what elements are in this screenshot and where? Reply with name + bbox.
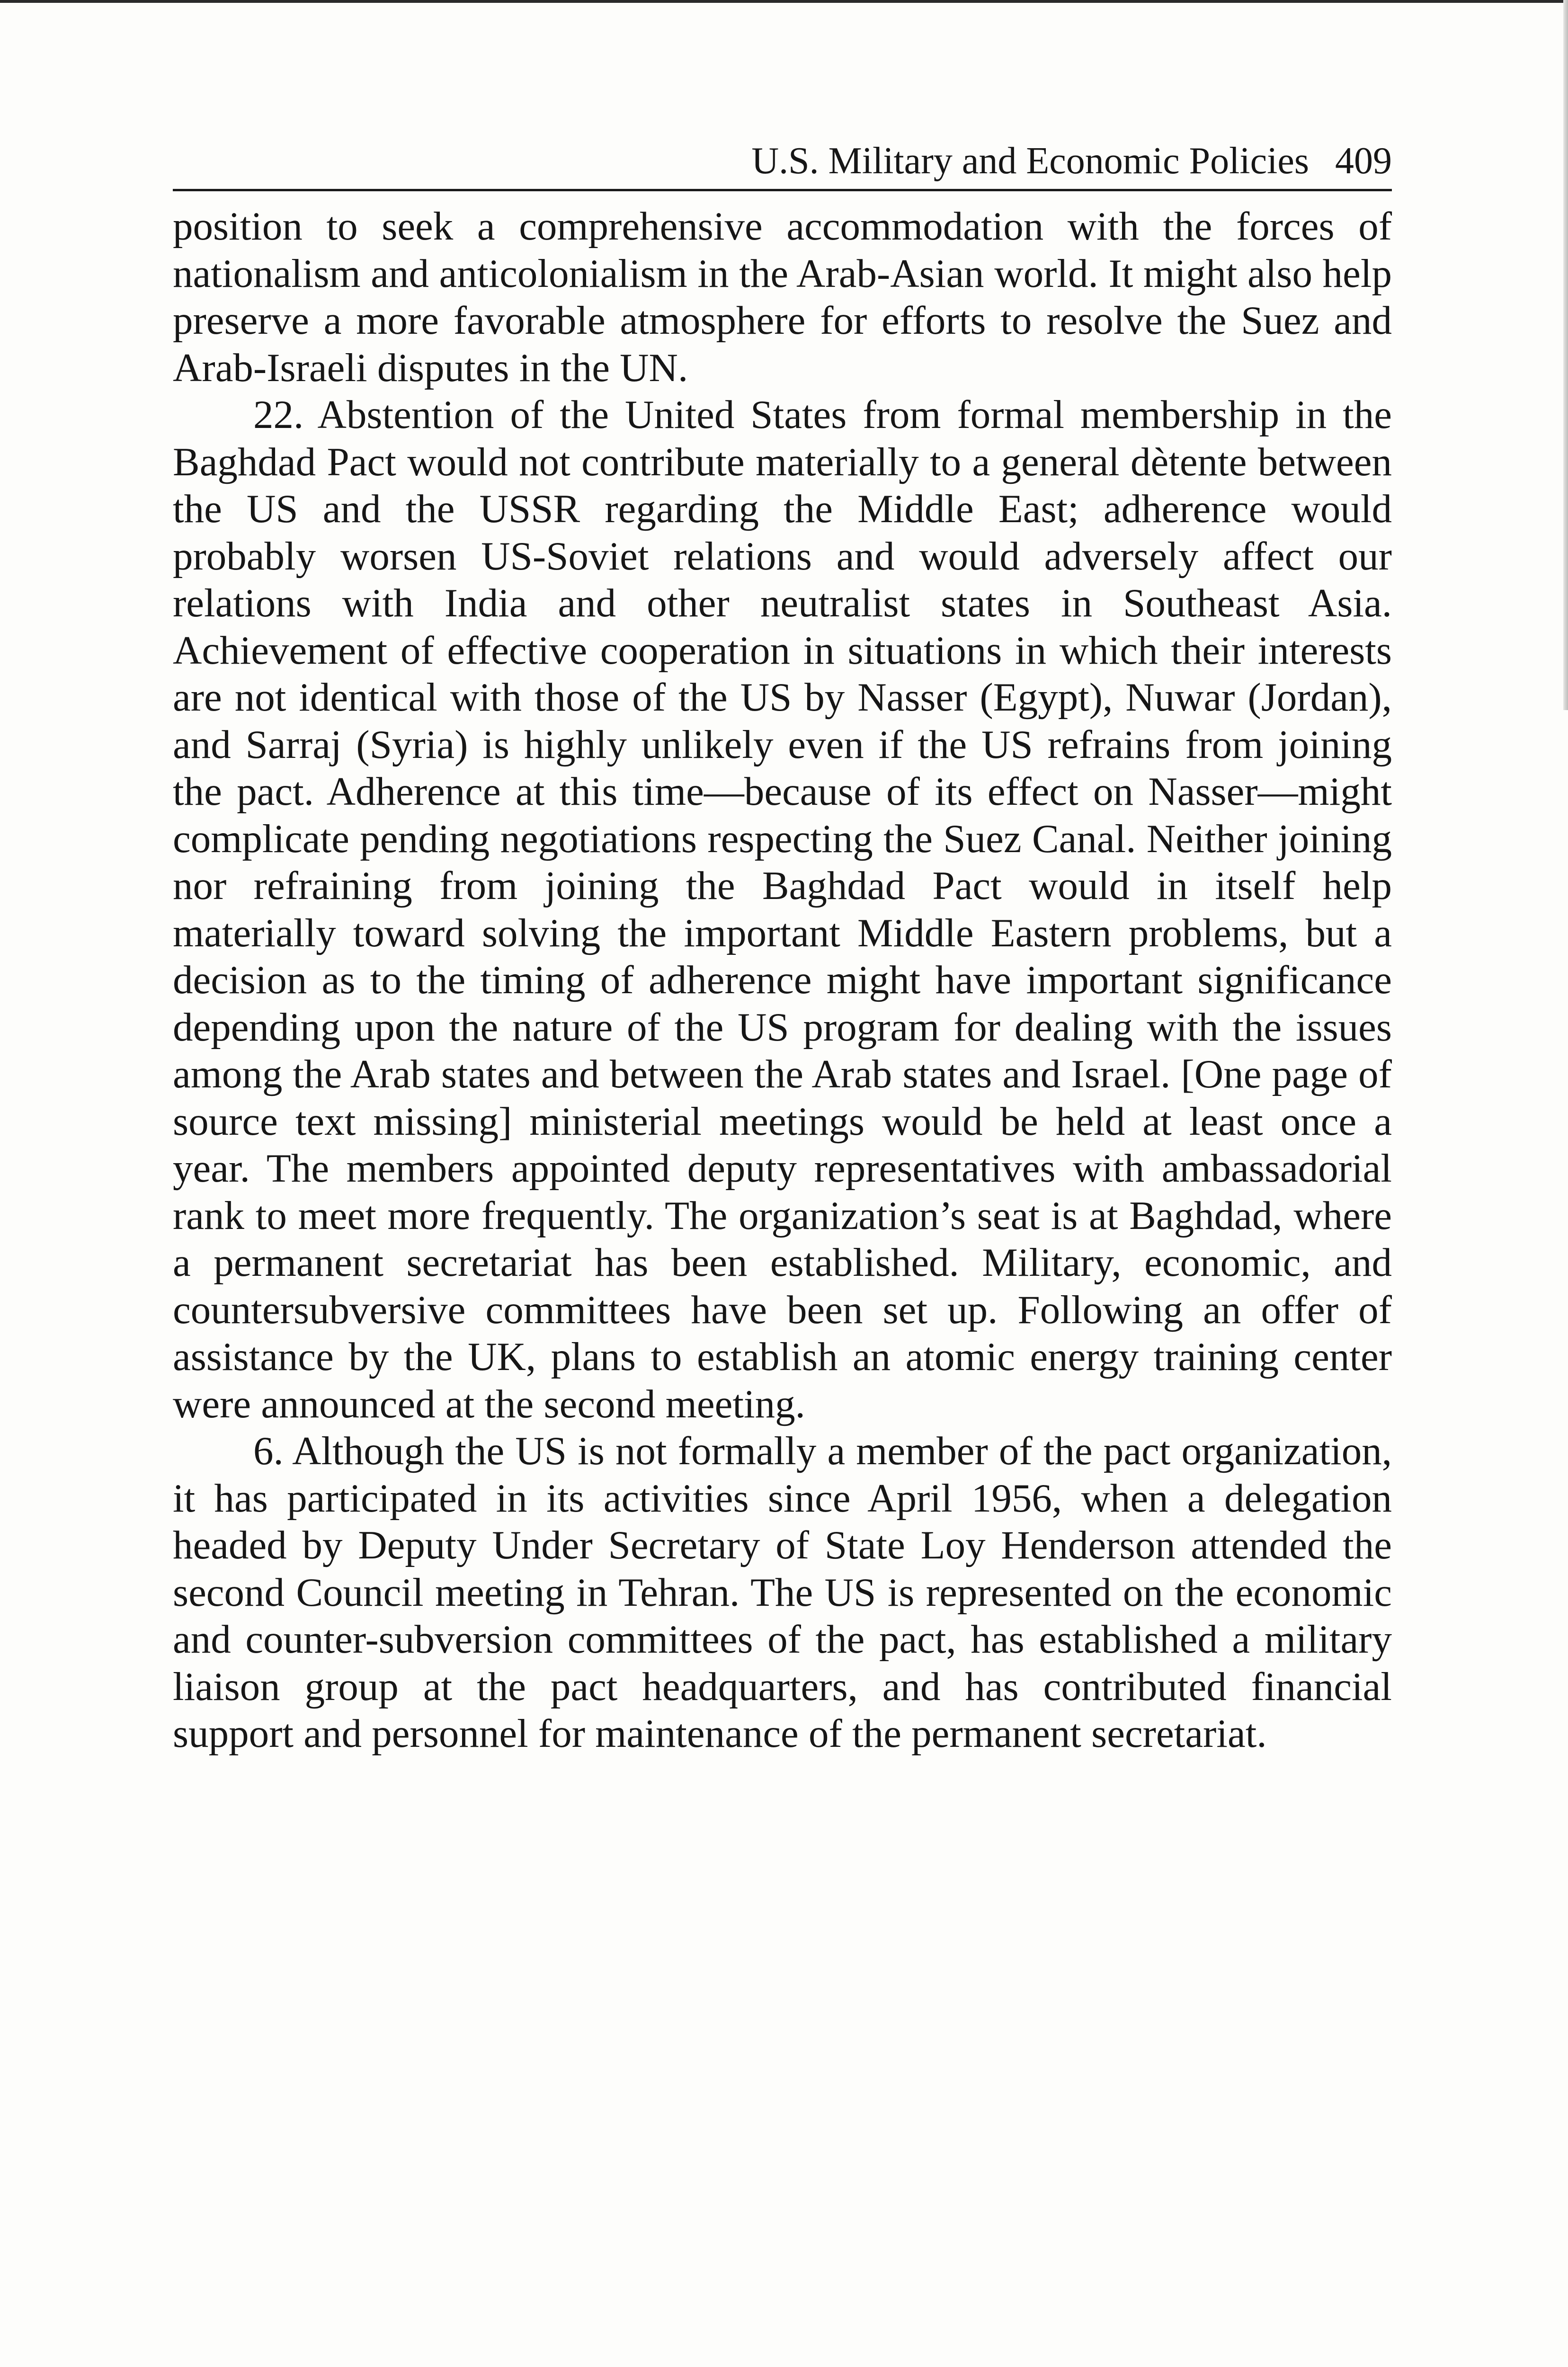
running-title: U.S. Military and Economic Policies [751,140,1309,182]
header-rule [173,189,1392,191]
paragraph-6: 6. Although the US is not formally a member of the pact organization, it has participated in its activities since April 1956, when a delegation headed by Deputy Under Secretary of State Loy Henderson attended the second Council meeting in Tehran. The US is represented on the economic and counter-subversion committees of the pact, has established a military liaison group at the pact headquarters, and has contributed financial support and personnel for maintenance of the permanent secretariat. [173,1429,1392,1756]
scan-right-edge [1563,0,1568,710]
book-page [173,135,1392,1758]
page-number: 409 [1335,140,1392,182]
scan-top-edge [0,0,1568,3]
body-text [173,203,1392,1758]
paragraph-22: 22. Abstention of the United States from formal membership in the Baghdad Pact would not contribute materially to a general dètente between the US and the USSR regarding the Middle East; adherence would probably worsen US-Soviet relations and would adversely affect our relations with India and other neutralist states in Southeast Asia. Achievement of effective cooperation in situations in which their interests are not identical with those of the US by Nasser (Egypt), Nuwar (Jordan), and Sarraj (Syria) is highly unlikely even if the US refrains from joining the pact. Adherence at this time—because of its effect on Nasser—might complicate pending negotiations respecting the Suez Canal. Neither joining nor refraining from joining the Baghdad Pact would in itself help materially toward solving the important Middle Eastern problems, but a decision as to the timing of adherence might have important significance depending upon the nature of the US program for dealing with the issues among the Arab states and between the Arab states and Israel. [One page of source text missing] ministerial meetings would be held at least once a year. The members appointed deputy representatives with ambassadorial rank to meet more frequently. The organization’s seat is at Baghdad, where a permanent secretariat has been established. Military, economic, and countersubversive committees have been set up. Following an offer of assistance by the UK, plans to establish an atomic energy training center were announced at the second meeting. [173,392,1392,1426]
running-header [173,135,1392,187]
paragraph-continuation: position to seek a comprehensive accommodation with the forces of nationalism and anticolonialism in the Arab-Asian world. It might also help preserve a more favorable atmosphere for efforts to resolve the Suez and Arab-Israeli disputes in the UN. [173,204,1392,390]
